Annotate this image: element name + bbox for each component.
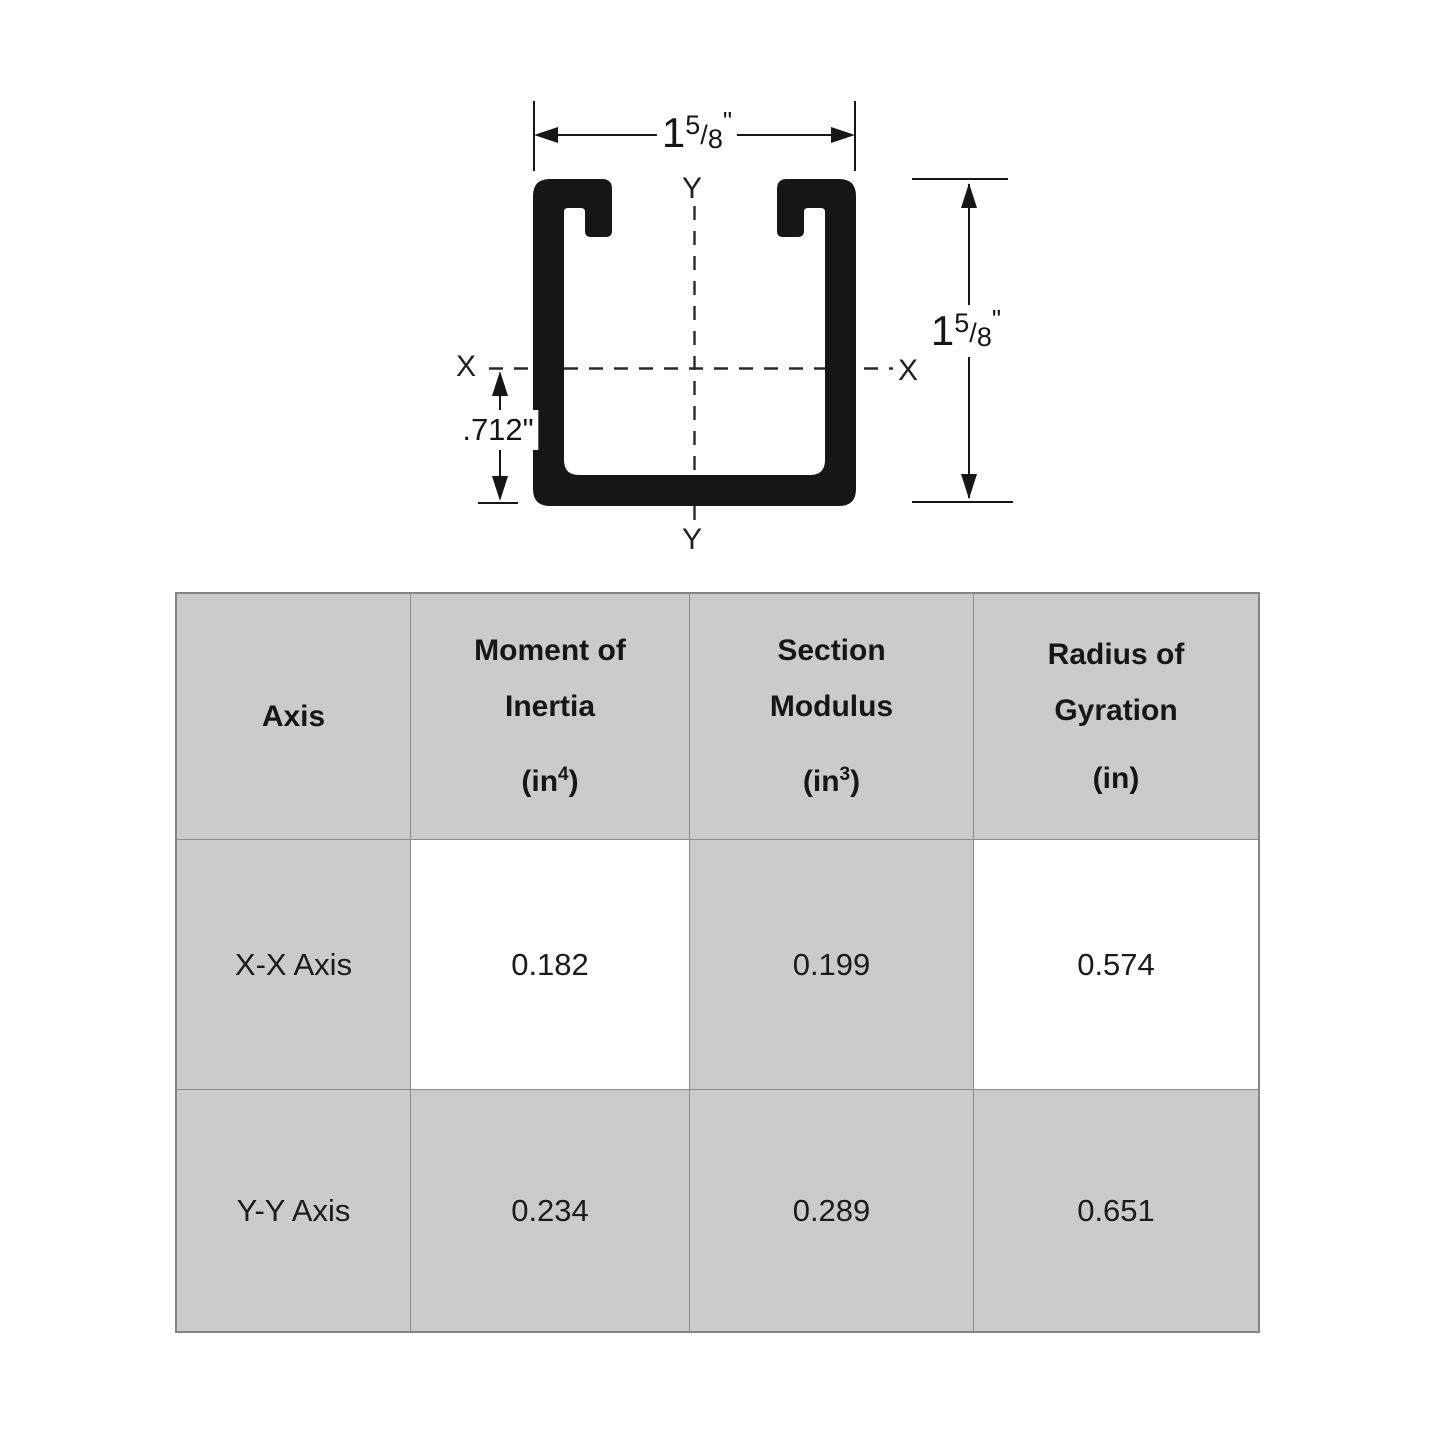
offset-arrow-up (492, 371, 508, 396)
height-dim-slash: / (969, 318, 977, 348)
width-dim-slash: / (700, 120, 708, 150)
header-unit (521, 747, 578, 810)
row-xx-axis-label: X-X Axis (177, 840, 411, 1090)
row-yy-axis-label: Y-Y Axis (177, 1090, 411, 1331)
y-axis-label-bottom: Y (681, 523, 703, 556)
width-dim-whole: 1 (661, 109, 686, 156)
row-yy-moment-of-inertia: 0.234 (411, 1090, 690, 1331)
strut-channel-diagram (0, 0, 1445, 580)
row-xx-moment-of-inertia: 0.182 (411, 840, 690, 1090)
header-line: Modulus (769, 690, 894, 723)
height-dim-whole: 1 (930, 307, 955, 354)
y-axis-label-top: Y (681, 172, 703, 205)
width-dim-denominator: 8 (707, 124, 723, 154)
header-section-modulus (690, 594, 974, 840)
section-properties-table (175, 592, 1260, 1333)
header-radius-of-gyration (974, 594, 1258, 840)
x-axis-label-left: X (455, 350, 477, 383)
unit-pre: (in (521, 765, 559, 798)
height-arrow-down (961, 474, 977, 499)
width-arrow-left (534, 127, 558, 143)
width-dim-unit: " (722, 106, 733, 136)
height-dim-unit: " (991, 304, 1002, 334)
width-dim-numerator: 5 (685, 110, 701, 140)
unit-post: ) (850, 765, 861, 798)
x-axis-label-right: X (897, 354, 919, 387)
unit-post: ) (568, 765, 579, 798)
header-axis-label: Axis (261, 699, 326, 733)
header-line: Inertia (504, 690, 596, 723)
height-dim-numerator: 5 (954, 308, 970, 338)
table-grid (177, 594, 1258, 1331)
row-xx-radius-of-gyration: 0.574 (974, 840, 1258, 1090)
unit-sup: 4 (558, 764, 569, 785)
header-unit (803, 747, 860, 810)
height-arrow-up (961, 183, 977, 208)
header-axis (177, 594, 411, 840)
row-yy-radius-of-gyration: 0.651 (974, 1090, 1258, 1331)
row-xx-section-modulus: 0.199 (690, 840, 974, 1090)
header-line: Moment of (474, 634, 626, 667)
header-unit: (in) (1092, 761, 1140, 795)
unit-pre: (in (802, 765, 840, 798)
header-line: Radius of (1047, 637, 1185, 671)
header-line: Section (777, 634, 886, 667)
offset-arrow-down (492, 476, 508, 501)
header-line: Gyration (1054, 693, 1178, 727)
row-yy-section-modulus: 0.289 (690, 1090, 974, 1331)
width-arrow-right (831, 127, 855, 143)
unit-sup: 3 (839, 764, 851, 785)
header-moment-of-inertia (411, 594, 690, 840)
width-dimension-label (657, 107, 737, 159)
height-dim-denominator: 8 (976, 322, 992, 352)
height-dimension-label (926, 305, 1006, 357)
offset-dimension-label: .712" (457, 410, 538, 450)
cross-section-svg (0, 0, 1445, 580)
